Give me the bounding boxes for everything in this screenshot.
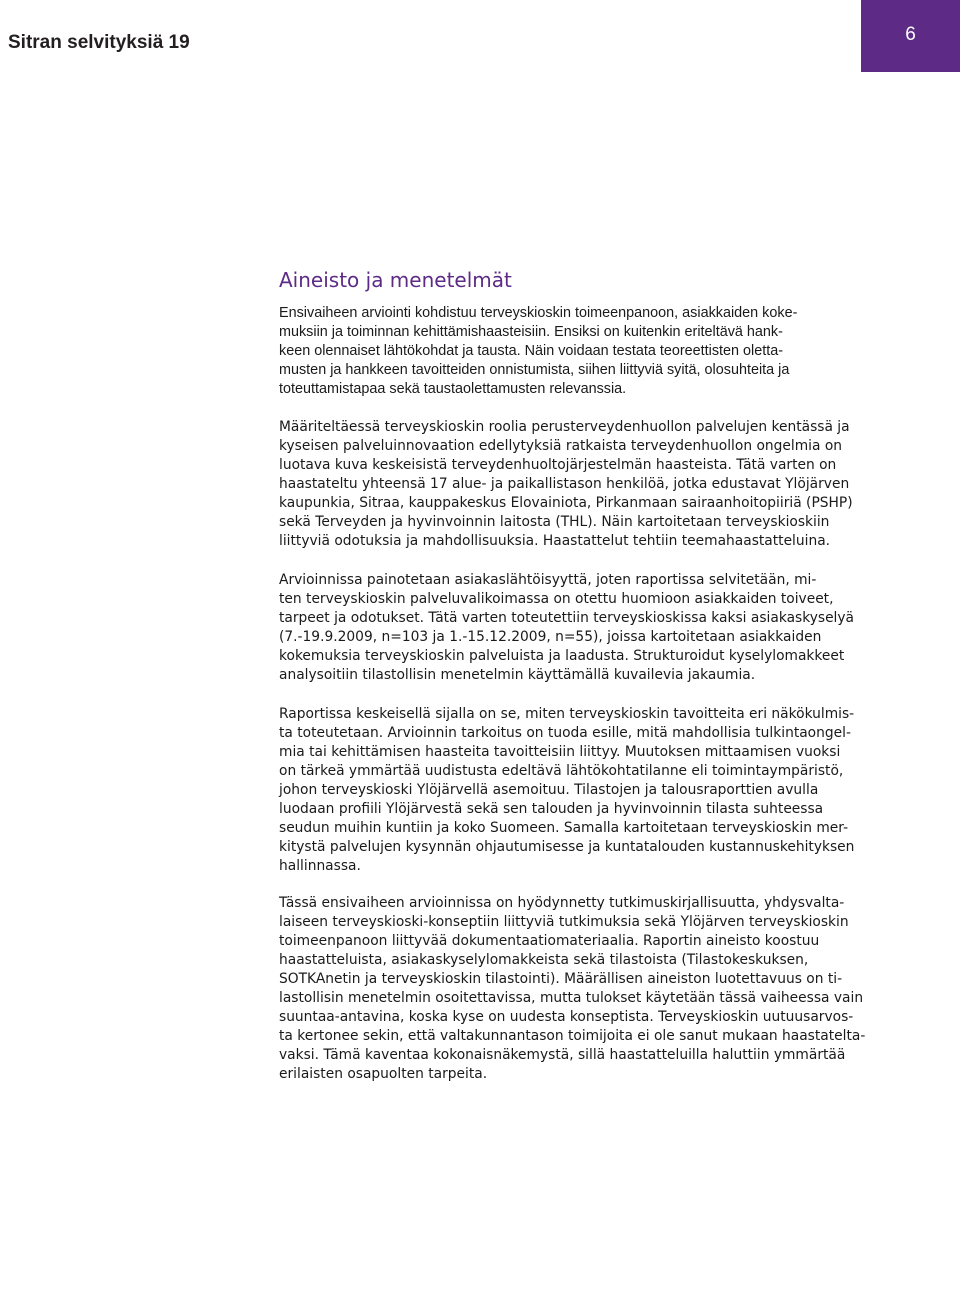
paragraph-line: kokemuksia terveyskioskin palveluista ja laadusta. Strukturoidut kyselylomakkeet <box>279 648 845 664</box>
paragraph-line: analysoitiin tilastollisin menetelmin käyttämällä kuvailevia jakaumia. <box>279 667 756 683</box>
paragraph-line: luotava kuva keskeisistä terveydenhuoltojärjestelmän haasteista. Tätä varten on <box>279 457 837 473</box>
paragraph-line: Määriteltäessä terveyskioskin roolia perusterveydenhuollon palvelujen kentässä ja <box>279 419 850 435</box>
paragraph-line: hallinnassa. <box>279 858 361 874</box>
paragraph-line: Arvioinnissa painotetaan asiakaslähtöisyyttä, joten raportissa selvitetään, mi- <box>279 572 817 588</box>
paragraph-line: kaupunkia, Sitraa, kauppakeskus Elovainiota, Pirkanmaan sairaanhoitopiiriä (PSHP) <box>279 495 853 511</box>
paragraph-line: lastollisin menetelmin osoitettavissa, mutta tulokset käytetään tässä vaiheessa vain <box>279 990 864 1006</box>
series-title: Sitran selvityksiä 19 <box>8 32 190 53</box>
paragraph-2 <box>279 418 853 551</box>
paragraph-line: musten ja hankkeen tavoitteiden onnistumista, siihen liittyviä syitä, olosuhteita ja <box>279 362 790 378</box>
paragraph-line: haastateltu yhteensä 17 alue- ja paikallistason henkilöä, jotka edustavat Ylöjärven <box>279 476 850 492</box>
paragraph-line: seudun muihin kuntiin ja koko Suomeen. Samalla kartoitetaan terveyskioskin mer- <box>279 820 849 836</box>
paragraph-5 <box>279 894 865 1084</box>
paragraph-line: kyseisen palveluinnovaation edellytyksiä ratkaista terveydenhuollon ongelmia on <box>279 438 843 454</box>
paragraph-line: on tärkeä ymmärtää uudistusta edeltävä lähtökohtatilanne eli toimintaympäristö, <box>279 763 844 779</box>
page-number-badge <box>861 0 960 72</box>
section-heading: Aineisto ja menetelmät <box>279 268 512 292</box>
paragraph-line: ta toteutetaan. Arvioinnin tarkoitus on tuoda esille, mitä mahdollisia tulkintaongel- <box>279 725 851 741</box>
paragraph-line: keen olennaiset lähtökohdat ja tausta. Näin voidaan testata teoreettisten oletta- <box>279 343 784 359</box>
paragraph-line: johon terveyskioski Ylöjärvellä asemoituu. Tilastojen ja talousraporttien avulla <box>279 782 819 798</box>
paragraph-line: kitystä palvelujen kysynnän ohjautumisesse ja kuntatalouden kustannuskehityksen <box>279 839 855 855</box>
paragraph-line: Tässä ensivaiheen arvioinnissa on hyödynnetty tutkimuskirjallisuutta, yhdysvalta- <box>279 895 845 911</box>
paragraph-line: (7.-19.9.2009, n=103 ja 1.-15.12.2009, n=55), joissa kartoitetaan asiakkaiden <box>279 629 822 645</box>
paragraph-line: muksiin ja toiminnan kehittämishaasteisiin. Ensiksi on kuitenkin eriteltävä hank- <box>279 324 783 340</box>
paragraph-line: mia tai kehittämisen haasteita tavoitteisiin liittyy. Muutoksen mittaamisen vuoksi <box>279 744 841 760</box>
page-number: 6 <box>905 24 916 45</box>
paragraph-line: Ensivaiheen arviointi kohdistuu terveyskioskin toimeenpanoon, asiakkaiden koke- <box>279 305 798 321</box>
paragraph-line: toteuttamistapaa sekä taustaolettamusten relevanssia. <box>279 381 627 397</box>
paragraph-line: vaksi. Tämä kaventaa kokonaisnäkemystä, sillä haastatteluilla haluttiin ymmärtää <box>279 1047 846 1063</box>
paragraph-3 <box>279 571 854 685</box>
paragraph-line: laiseen terveyskioski-konseptiin liittyviä tutkimuksia sekä Ylöjärven terveyskioskin <box>279 914 849 930</box>
paragraph-line: tarpeet ja odotukset. Tätä varten toteutettiin terveyskioskissa kaksi asiakaskyselyä <box>279 610 855 626</box>
paragraph-4 <box>279 705 854 876</box>
paragraph-line: ta kertonee sekin, että valtakunnantason toimijoita ei ole sanut mukaan haastatelta- <box>279 1028 866 1044</box>
paragraph-line: luodaan profiili Ylöjärvestä sekä sen talouden ja hyvinvoinnin tilasta suhteessa <box>279 801 824 817</box>
paragraph-line: haastatteluista, asiakaskyselylomakkeista sekä tilastoista (Tilastokeskuksen, <box>279 952 809 968</box>
paragraph-line: Raportissa keskeisellä sijalla on se, miten terveyskioskin tavoitteita eri näkökulmis- <box>279 706 855 722</box>
paragraph-line: sekä Terveyden ja hyvinvoinnin laitosta (THL). Näin kartoitetaan terveyskioskiin <box>279 514 830 530</box>
paragraph-line: liittyviä odotuksia ja mahdollisuuksia. Haastattelut tehtiin teemahaastatteluina. <box>279 533 831 549</box>
paragraph-1 <box>279 304 797 399</box>
paragraph-line: ten terveyskioskin palveluvalikoimassa on otettu huomioon asiakkaiden toiveet, <box>279 591 834 607</box>
paragraph-line: SOTKAnetin ja terveyskioskin tilastointi). Määrällisen aineiston luotettavuus on ti- <box>279 971 843 987</box>
paragraph-line: toimeenpanoon liittyvää dokumentaatiomateriaalia. Raportin aineisto koostuu <box>279 933 820 949</box>
paragraph-line: erilaisten osapuolten tarpeita. <box>279 1066 488 1082</box>
paragraph-line: suuntaa-antavina, koska kyse on uudesta konseptista. Terveyskioskin uutuusarvos- <box>279 1009 854 1025</box>
